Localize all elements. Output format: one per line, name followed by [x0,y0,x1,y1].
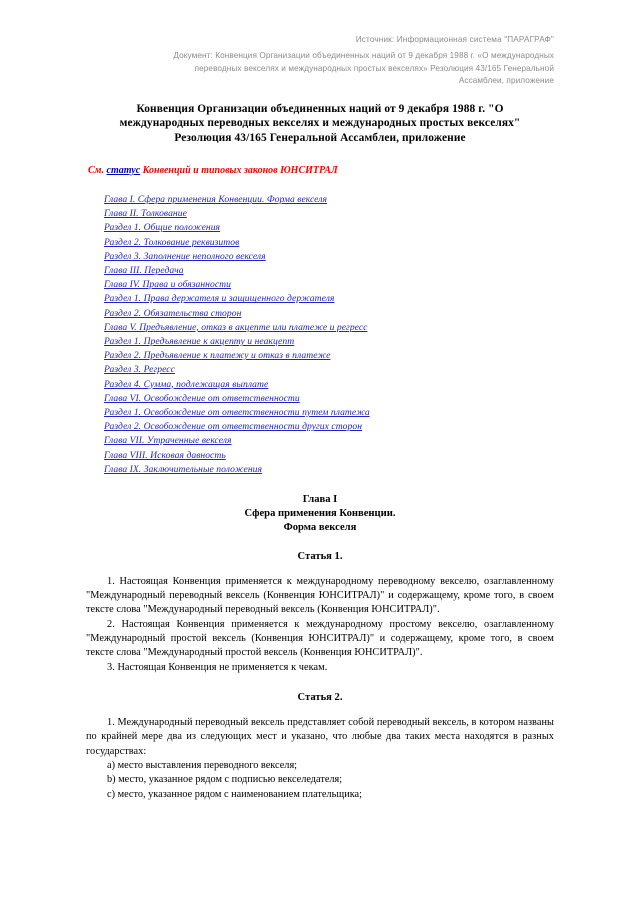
toc-link[interactable]: Раздел 3. Регресс [104,364,175,376]
chapter-heading-line-3: Форма векселя [283,522,357,534]
toc-link[interactable]: Глава IX. Заключительные положения [104,463,263,475]
toc-link[interactable]: Глава VIII. Исковая давность [104,449,226,461]
article-1-heading: Статья 1. [297,550,343,562]
page-title-line-2: международных переводных векселях и международных простых векселях" [119,117,521,129]
toc-link[interactable]: Раздел 1. Предъявление к акцепту и неакцепт [104,336,295,348]
chapter-heading [86,493,554,536]
toc-link[interactable]: Раздел 2. Освобождение от ответственности других сторон [104,421,363,433]
list-item: c) место, указанное рядом с наименованием плательщика; [107,788,362,800]
status-note [86,164,554,178]
document-reference-line-1: Документ: Конвенция Организации объединенных наций от 9 декабря 1988 г. «О международных [173,51,554,60]
paragraph: 3. Настоящая Конвенция не применяется к чекам. [107,661,328,673]
toc-link[interactable]: Глава VII. Утраченные векселя [104,435,232,447]
source-label: Источник: Информационная система "ПАРАГРАФ" [355,35,554,44]
list-item: b) место, указанное рядом с подписью векселедателя; [107,774,343,786]
toc-link[interactable]: Раздел 4. Сумма, подлежащая выплате [104,378,269,390]
toc-link[interactable]: Глава III. Передача [104,265,184,277]
document-reference [86,50,554,88]
toc-link[interactable]: Глава IV. Права и обязанности [104,279,231,291]
paragraph: 1. Международный переводный вексель представляет собой переводный вексель, в котором названы по крайней мере два из следующих мест и указано, что любые два таких места находятся в разных государствах: [86,717,554,757]
article-2-body [86,716,554,802]
toc-link[interactable]: Раздел 1. Общие положения [104,222,221,234]
status-note-suffix: Конвенций и типовых законов ЮНСИТРАЛ [140,165,338,176]
toc-link[interactable]: Глава VI. Освобождение от ответственности [104,392,300,404]
toc-link[interactable]: Раздел 2. Толкование реквизитов [104,236,240,248]
status-note-prefix: См. [88,165,107,176]
toc-link[interactable]: Раздел 1. Освобождение от ответственности путем платежа [104,407,370,419]
status-link[interactable]: статус [106,165,141,176]
page-title [86,102,554,146]
toc-link[interactable]: Раздел 2. Обязательства сторон [104,307,242,319]
page-title-line-3: Резолюция 43/165 Генеральной Ассамблеи, приложение [174,131,466,144]
paragraph: 2. Настоящая Конвенция применяется к международному простому векселю, озаглавленному "Международный простой вексель (Конвенция ЮНСИТРАЛ)" и содержащему, кроме того, в своем тексте слова "Международный простой вексель (Конвенция ЮНСИТРАЛ)". [86,618,554,659]
toc-link[interactable]: Раздел 3. Заполнение неполного векселя [104,250,266,262]
toc-link[interactable]: Раздел 2. Предъявление к платежу и отказ в платеже [104,350,331,362]
article-1-body [86,575,554,675]
document-reference-line-3: Ассамблеи, приложение [458,76,554,85]
toc-link[interactable]: Раздел 1. Права держателя и защищенного держателя [104,293,335,305]
toc-link[interactable]: Глава V. Предъявление, отказ в акцепте или платеже и регресс [104,321,368,333]
article-2-heading: Статья 2. [297,691,343,703]
page-title-line-1: Конвенция Организации объединенных наций от 9 декабря 1988 г. "О [136,102,504,115]
table-of-contents [86,193,554,477]
chapter-heading-line-1: Глава I [302,494,338,506]
toc-link[interactable]: Глава I. Сфера применения Конвенции. Форма векселя [104,194,327,205]
list-item: a) место выставления переводного векселя; [107,760,298,772]
document-meta-header [86,33,554,88]
paragraph: 1. Настоящая Конвенция применяется к международному переводному векселю, озаглавленному "Международный переводный вексель (Конвенция ЮНСИТРАЛ)" и содержащему, кроме того, в своем тексте слова "Международный переводный вексель (Конвенция ЮНСИТРАЛ)". [86,575,554,616]
chapter-heading-line-2: Сфера применения Конвенции. [244,508,396,520]
toc-link[interactable]: Глава II. Толкование [104,208,187,220]
document-reference-line-2: переводных векселях и международных простых векселях» Резолюция 43/165 Генеральной [194,63,554,73]
